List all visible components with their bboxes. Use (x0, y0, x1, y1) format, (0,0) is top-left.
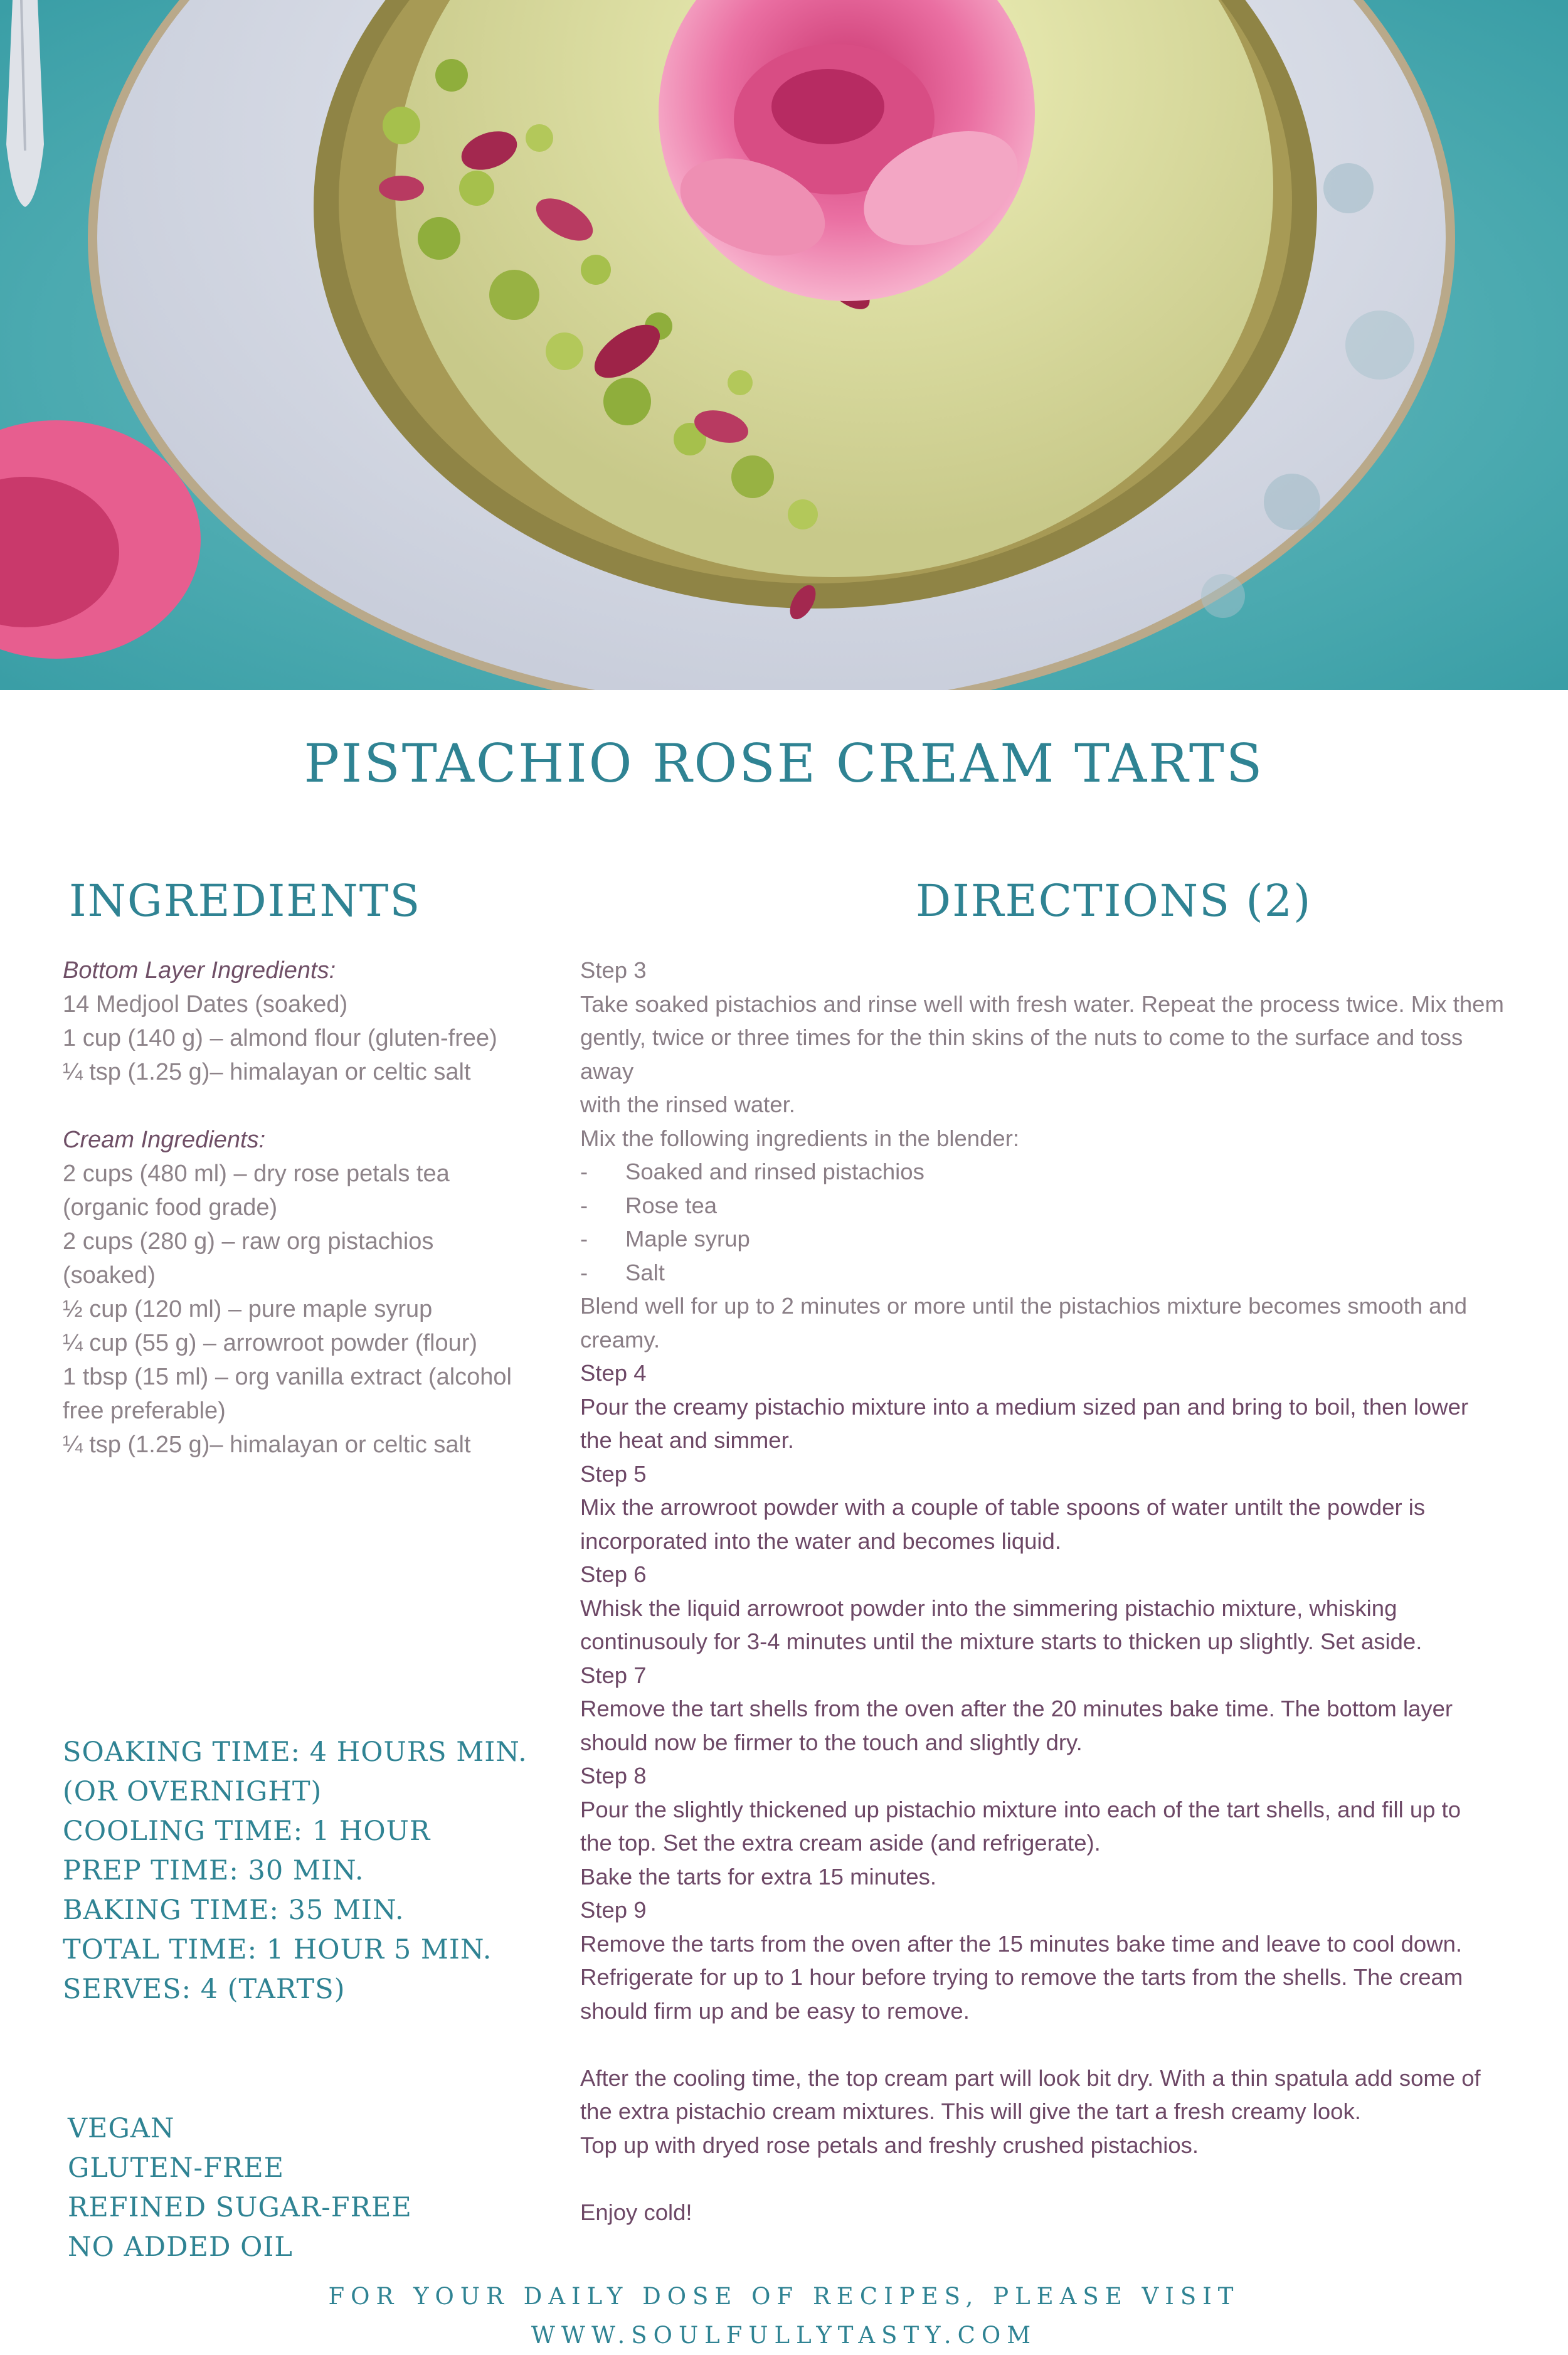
time-item: SOAKING TIME: 4 HOURS MIN. (63, 1736, 527, 1768)
time-item: TOTAL TIME: 1 HOUR 5 MIN. (63, 1934, 492, 1965)
bullet-dash: - (580, 1259, 588, 1285)
step-label: Step 3 (580, 957, 647, 983)
hero-photo (0, 0, 1568, 690)
bullet-dash: - (580, 1192, 588, 1218)
bullet-item (580, 1222, 1521, 1256)
step-line: gently, twice or three times for the thin skins of the nuts to come to the surface and toss away (580, 1024, 1463, 1084)
bullet-dash: - (580, 1159, 588, 1184)
after-cooling-line: the extra pistachio cream mixtures. This will give the tart a fresh creamy look. (580, 2098, 1361, 2124)
time-item: BAKING TIME: 35 MIN. (63, 1895, 405, 1926)
ingredient-item: 1 cup (140 g) – almond flour (gluten-free) (63, 1025, 497, 1051)
step-line: Whisk the liquid arrowroot powder into the simmering pistachio mixture, whisking (580, 1595, 1397, 1621)
step-label: Step 4 (580, 1360, 647, 1386)
ingredient-item: (soaked) (63, 1262, 156, 1289)
bullet-dash: - (580, 1226, 588, 1252)
ingredient-item: free preferable) (63, 1398, 226, 1424)
step-line: should now be firmer to the touch and slightly dry. (580, 1729, 1083, 1755)
time-item: (OR OVERNIGHT) (63, 1776, 322, 1807)
step-line: Mix the following ingredients in the blender: (580, 1125, 1019, 1151)
diet-badge: NO ADDED OIL (68, 2231, 293, 2263)
bullet-item (580, 1256, 1521, 1290)
bullet-text: Soaked and rinsed pistachios (625, 1159, 924, 1184)
step-line: the heat and simmer. (580, 1427, 794, 1453)
footer-line-1: FOR YOUR DAILY DOSE OF RECIPES, PLEASE VISIT (328, 2283, 1240, 2310)
step-line: Pour the creamy pistachio mixture into a medium sized pan and bring to boil, then lower (580, 1393, 1469, 1420)
ingredient-item: ¼ tsp (1.25 g)– himalayan or celtic salt (63, 1432, 471, 1458)
recipe-times (63, 1733, 527, 2009)
step-label: Step 9 (580, 1897, 647, 1923)
step-line: continusouly for 3-4 minutes until the mixture starts to thicken up slightly. Set aside. (580, 1629, 1422, 1654)
time-item: COOLING TIME: 1 HOUR (63, 1815, 431, 1847)
step-line: creamy. (580, 1326, 660, 1353)
step-line: Refrigerate for up to 1 hour before trying to remove the tarts from the shells. The cream (580, 1964, 1463, 1990)
bottom-layer-title: Bottom Layer Ingredients: (63, 957, 336, 984)
step-line: Mix the arrowroot powder with a couple of table spoons of water untilt the powder is (580, 1494, 1426, 1520)
ingredients-heading: INGREDIENTS (69, 875, 421, 927)
step-label: Step 7 (580, 1662, 647, 1688)
diet-badge: VEGAN (68, 2113, 175, 2144)
bullet-text: Salt (625, 1259, 665, 1285)
ingredient-item: ¼ tsp (1.25 g)– himalayan or celtic salt (63, 1059, 471, 1085)
ingredient-item: ¼ cup (55 g) – arrowroot powder (flour) (63, 1330, 478, 1356)
step-line: should firm up and be easy to remove. (580, 1997, 970, 2024)
directions-text (580, 954, 1521, 2229)
step-label: Step 6 (580, 1561, 647, 1587)
step-line: Remove the tart shells from the oven after the 20 minutes bake time. The bottom layer (580, 1696, 1453, 1721)
after-cooling-line: After the cooling time, the top cream part will look bit dry. With a thin spatula add some of (580, 2065, 1481, 2091)
diet-badges (68, 2109, 412, 2267)
fork (6, 0, 44, 207)
ingredient-item: 2 cups (280 g) – raw org pistachios (63, 1228, 434, 1255)
ingredient-item: 1 tbsp (15 ml) – org vanilla extract (alcohol (63, 1364, 512, 1390)
time-item: SERVES: 4 (TARTS) (63, 1974, 346, 2005)
tart-illustration (0, 0, 1568, 690)
directions-heading: DIRECTIONS (2) (916, 875, 1312, 927)
step-line: Remove the tarts from the oven after the 15 minutes bake time and leave to cool down. (580, 1930, 1463, 1957)
step-line: the top. Set the extra cream aside (and refrigerate). (580, 1830, 1101, 1856)
diet-badge: GLUTEN-FREE (68, 2152, 285, 2184)
step-line: Bake the tarts for extra 15 minutes. (580, 1863, 937, 1890)
bullet-item (580, 1189, 1521, 1223)
bullet-item (580, 1155, 1521, 1189)
step-label: Step 8 (580, 1763, 647, 1789)
ingredients-list (63, 954, 539, 1462)
bullet-text: Maple syrup (625, 1226, 750, 1252)
bullet-text: Rose tea (625, 1192, 718, 1218)
ingredient-item: ½ cup (120 ml) – pure maple syrup (63, 1296, 433, 1322)
step-line: with the rinsed water. (580, 1092, 795, 1117)
enjoy-line: Enjoy cold! (580, 2199, 692, 2225)
after-cooling-line: Top up with dryed rose petals and freshly crushed pistachios. (580, 2132, 1199, 2158)
ingredient-item: 14 Medjool Dates (soaked) (63, 991, 348, 1018)
ingredient-item: 2 cups (480 ml) – dry rose petals tea (63, 1161, 450, 1187)
recipe-title: PISTACHIO ROSE CREAM TARTS (304, 733, 1264, 794)
ingredient-item: (organic food grade) (63, 1194, 278, 1221)
step-line: Blend well for up to 2 minutes or more until the pistachios mixture becomes smooth and (580, 1293, 1468, 1319)
step-label: Step 5 (580, 1460, 647, 1487)
step-line: Take soaked pistachios and rinse well with fresh water. Repeat the process twice. Mix them (580, 991, 1504, 1017)
time-item: PREP TIME: 30 MIN. (63, 1855, 364, 1886)
step-line: incorporated into the water and becomes liquid. (580, 1528, 1061, 1554)
footer-website-link[interactable]: WWW.SOULFULLYTASTY.COM (531, 2322, 1037, 2349)
diet-badge: REFINED SUGAR-FREE (68, 2192, 412, 2223)
cream-title: Cream Ingredients: (63, 1127, 266, 1153)
step-line: Pour the slightly thickened up pistachio mixture into each of the tart shells, and fill up to (580, 1796, 1461, 1822)
